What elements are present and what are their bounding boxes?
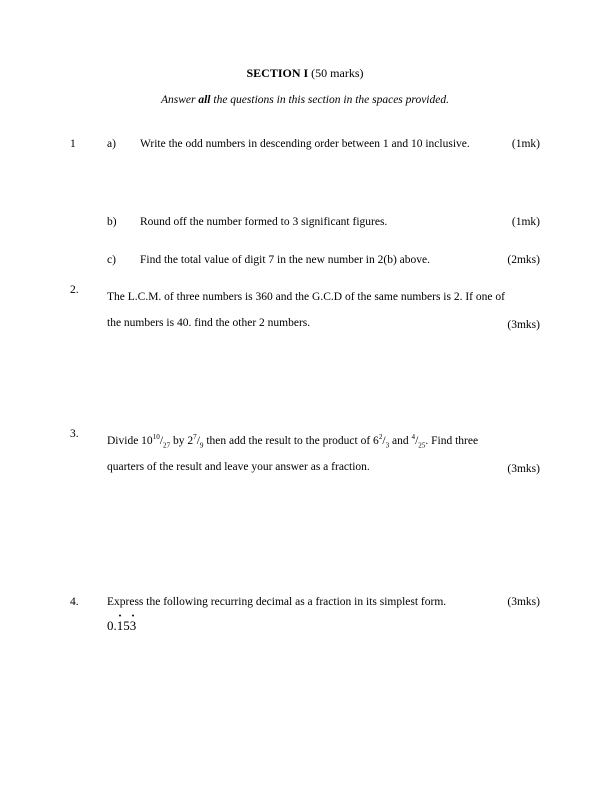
question-2-number: 2. bbox=[70, 284, 79, 296]
section-title-rest: (50 marks) bbox=[308, 66, 364, 80]
question-1a-text: Write the odd numbers in descending order between 1 and 10 inclusive. bbox=[140, 138, 470, 150]
question-4-number: 4. bbox=[70, 596, 79, 608]
question-1b-text: Round off the number formed to 3 significant figures. bbox=[140, 216, 388, 228]
instruction-emphasis: all bbox=[198, 94, 211, 106]
recurring-decimal: 0.1 •53 • bbox=[107, 618, 540, 634]
question-1a bbox=[107, 138, 540, 150]
question-1c bbox=[107, 254, 540, 266]
question-2-body bbox=[107, 284, 540, 336]
question-3 bbox=[70, 428, 540, 480]
question-3-line2: quarters of the result and leave your answer as a fraction. bbox=[107, 461, 370, 473]
instruction-post: the questions in this section in the spaces provided. bbox=[210, 94, 449, 106]
question-1b-label: b) bbox=[107, 216, 117, 228]
section-instruction bbox=[70, 94, 540, 106]
instruction-pre: Answer bbox=[160, 94, 199, 106]
question-1-body bbox=[107, 138, 540, 266]
marks-label: (3mks) bbox=[507, 463, 540, 475]
question-1c-text: Find the total value of digit 7 in the new number in 2(b) above. bbox=[140, 254, 430, 266]
question-2-line2: the numbers is 40. find the other 2 numbers. bbox=[107, 317, 311, 329]
marks-label: (3mks) bbox=[507, 596, 540, 608]
marks-label: (1mk) bbox=[511, 216, 540, 228]
question-4-text: Express the following recurring decimal as a fraction in its simplest form. bbox=[107, 596, 447, 608]
question-1a-label: a) bbox=[107, 138, 116, 150]
question-3-body bbox=[107, 428, 540, 480]
marks-label: (3mks) bbox=[507, 319, 540, 331]
question-2-line1: The L.C.M. of three numbers is 360 and the G.C.D of the same numbers is 2. If one of bbox=[107, 291, 505, 303]
question-1b bbox=[107, 216, 540, 228]
question-1-number: 1 bbox=[70, 138, 76, 150]
marks-label: (1mk) bbox=[511, 138, 540, 150]
question-3-number: 3. bbox=[70, 428, 79, 440]
question-4-body bbox=[107, 596, 540, 608]
question-2 bbox=[70, 284, 540, 336]
question-3-line1: Divide $10^{10}/_{27}$ by $2^7/_9$ then add the result to the product of $6^2/_3$ and $^4/_{25}$. Find three bbox=[107, 433, 479, 450]
question-1 bbox=[70, 138, 540, 266]
section-title bbox=[70, 66, 540, 81]
marks-label: (2mks) bbox=[507, 254, 540, 266]
question-1c-label: c) bbox=[107, 254, 116, 266]
question-4 bbox=[70, 596, 540, 608]
section-title-bold: SECTION I bbox=[246, 66, 309, 80]
